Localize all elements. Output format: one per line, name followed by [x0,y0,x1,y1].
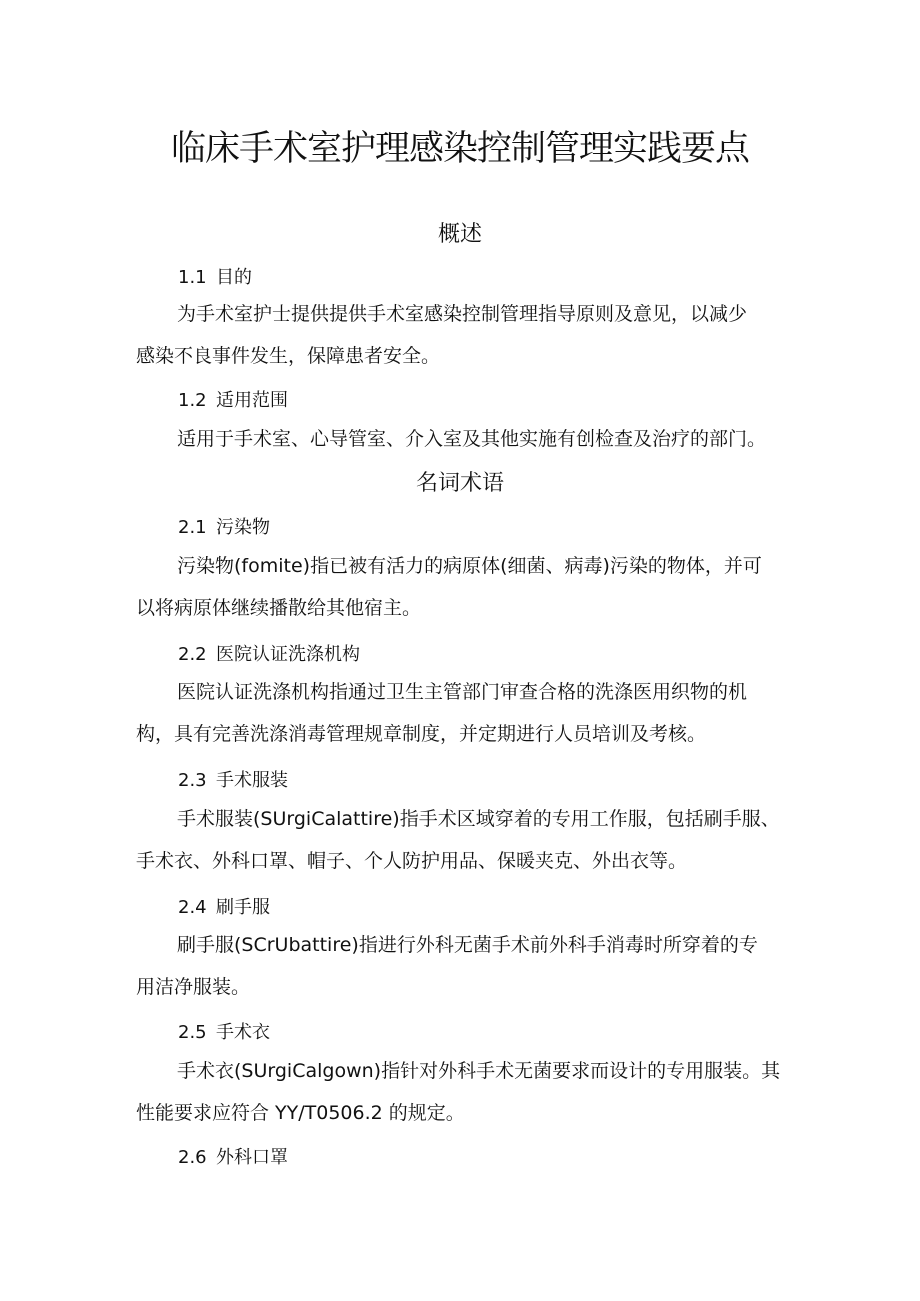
subheading-label: 手术服装 [216,770,288,791]
paragraph-2-4 [136,924,796,1008]
subheading-2-6 [178,1143,288,1169]
paragraph-2-1 [136,545,796,629]
subheading-1-2 [178,386,288,412]
paragraph-1-2 [136,418,796,460]
subheading-label: 手术衣 [216,1022,270,1043]
subheading-number: 2.3 [178,770,207,791]
subheading-label: 外科口罩 [216,1147,288,1168]
subheading-2-3 [178,766,288,792]
subheading-label: 医院认证洗涤机构 [216,644,360,665]
paragraph-line: 刷手服(SCrUbattire)指进行外科无菌手术前外科手消毒时所穿着的专 [177,934,758,956]
subheading-label: 污染物 [216,517,270,538]
paragraph-2-3 [136,798,796,882]
subheading-label: 刷手服 [216,897,270,918]
subheading-number: 2.4 [178,897,207,918]
document-title: 临床手术室护理感染控制管理实践要点 [170,129,749,169]
paragraph-line: 手术衣、外科口罩、帽子、个人防护用品、保暖夹克、外出衣等。 [136,850,688,872]
paragraph-line: 用洁净服装。 [136,976,251,998]
subheading-2-1 [178,513,270,539]
paragraph-line: 构，具有完善洗涤消毒管理规章制度，并定期进行人员培训及考核。 [136,723,707,745]
section-heading-overview: 概述 [437,222,482,247]
paragraph-line: 以将病原体继续播散给其他宿主。 [136,597,422,619]
paragraph-line: 性能要求应符合 YY/T0506.2 的规定。 [136,1102,465,1124]
subheading-number: 1.1 [178,267,207,288]
subheading-number: 2.1 [178,517,207,538]
paragraph-line: 感染不良事件发生，保障患者安全。 [136,345,441,367]
section-heading-terms: 名词术语 [415,471,504,496]
subheading-number: 2.6 [178,1147,207,1168]
subheading-label: 目的 [216,267,252,288]
subheading-number: 2.5 [178,1022,207,1043]
subheading-2-2 [178,640,360,666]
paragraph-line: 医院认证洗涤机构指通过卫生主管部门审查合格的洗涤医用织物的机 [177,681,748,703]
paragraph-2-2 [136,671,796,755]
subheading-number: 1.2 [178,390,207,411]
subheading-2-5 [178,1018,270,1044]
paragraph-1-1 [136,293,796,377]
paragraph-line: 手术服装(SUrgiCalattire)指手术区域穿着的专用工作服，包括刷手服、 [177,808,780,830]
paragraph-line: 污染物(fomite)指已被有活力的病原体(细菌、病毒)污染的物体，并可 [177,555,762,577]
paragraph-2-5 [136,1050,796,1134]
paragraph-line: 手术衣(SUrgiCalgown)指针对外科手术无菌要求而设计的专用服装。其 [177,1060,781,1082]
paragraph-line: 为手术室护士提供提供手术室感染控制管理指导原则及意见，以减少 [177,303,748,325]
subheading-1-1 [178,263,252,289]
paragraph-line: 适用于手术室、心导管室、介入室及其他实施有创检查及治疗的部门。 [177,428,767,450]
subheading-number: 2.2 [178,644,207,665]
subheading-2-4 [178,893,270,919]
subheading-label: 适用范围 [216,390,288,411]
